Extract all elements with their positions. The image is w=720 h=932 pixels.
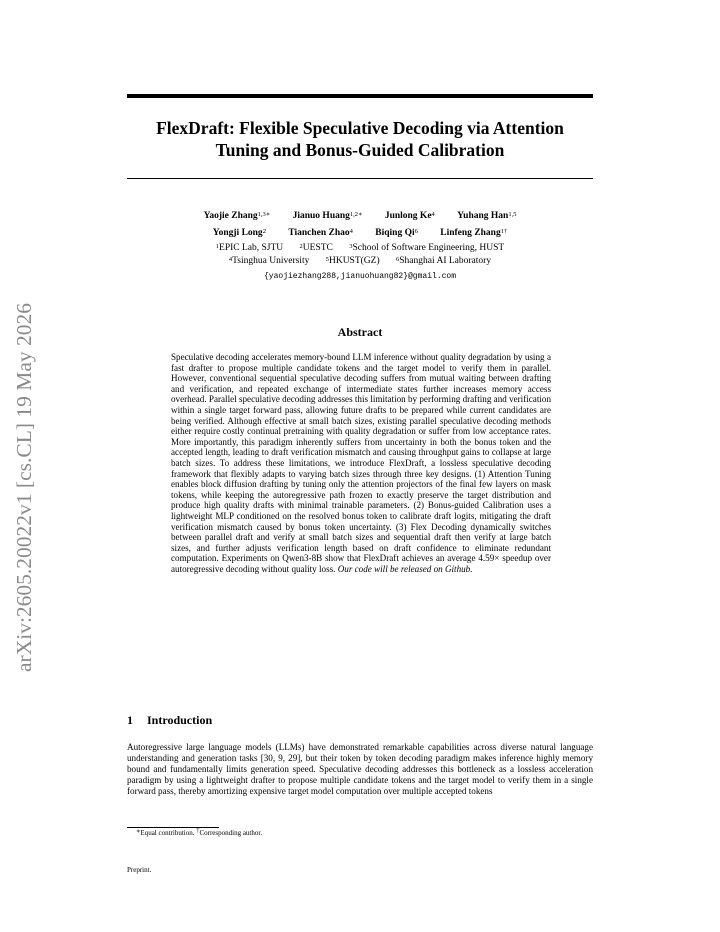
footnote: ∗Equal contribution. †Corresponding author. xyxy=(136,827,263,837)
affiliations-row-1 xyxy=(127,242,593,255)
abstract-body xyxy=(171,352,551,574)
footnote-corresponding: Corresponding author. xyxy=(199,829,263,837)
author: Yaojie Zhang$^{1,3∗}$ xyxy=(203,211,271,221)
intro-paragraph: Autoregressive large language models (LLMs) have demonstrated remarkable capabilities across diverse natural language understanding and generation tasks [30, 9, 29], but their token by token decoding paradigm makes inference highly memory bound and fundamentally limits generation speed. Speculative decoding addresses this bottleneck as a lossless acceleration paradigm by using a lightweight drafter to propose multiple candidate tokens and the target model to verify them in a single forward pass, thereby amortizing expensive target model computation over multiple accepted tokens xyxy=(127,742,593,796)
affiliation: $^1$EPIC Lab, SJTU xyxy=(215,243,284,253)
preprint-label: Preprint. xyxy=(127,866,152,874)
affiliation: $^3$School of Software Engineering, HUST xyxy=(349,243,505,253)
section-title: Introduction xyxy=(147,713,213,727)
affiliations-row-2 xyxy=(127,255,593,268)
title-line-2: Tuning and Bonus-Guided Calibration xyxy=(215,139,505,160)
title-rule-top xyxy=(127,94,593,98)
affiliation: $^2$UESTC xyxy=(299,243,333,253)
author: Biqing Qi$^6$ xyxy=(375,228,418,238)
author: Junlong Ke$^4$ xyxy=(384,211,435,221)
paper-title xyxy=(110,118,610,161)
arxiv-stamp-text: arXiv:2605.20022v1 [cs.CL] 19 May 2026 xyxy=(12,302,36,672)
affiliation: $^4$Tsinghua University xyxy=(228,256,310,266)
affiliation: $^5$HKUST(GZ) xyxy=(325,256,380,266)
abstract-heading: Abstract xyxy=(337,325,383,339)
affiliation: $^6$Shanghai AI Laboratory xyxy=(396,256,492,266)
abstract-text: Speculative decoding accelerates memory-bound LLM inference without quality degradation by using a fast drafter to propose multiple candidate tokens and the target model to verify them in parallel. However, conventional sequential speculative decoding suffers from mutual waiting between drafting and verification, and repeated exchange of intermediate states further increases memory access overhead. Parallel speculative decoding addresses this limitation by performing drafting and verification within a single target forward pass, allowing future drafts to be prepared while current candidates are being verified. Although effective at small batch sizes, existing parallel speculative decoding methods either require costly continual pretraining with quality degradation or suffer from low acceptance rates. More importantly, this paradigm inherently suffers from uncertainty in both the bonus token and the accepted length, leading to draft verification mismatch and causing throughput gains to collapse at large batch sizes. To address these limitations, we introduce FlexDraft, a lossless speculative decoding framework that flexibly adapts to varying batch sizes through three key designs. (1) Attention Tuning enables block diffusion drafting by tuning only the attention projectors of the final few layers on mask tokens, while keeping the autoregressive path frozen to exactly preserve the target distribution and produce high quality drafts with minimal trainable parameters. (2) Bonus-guided Calibration uses a lightweight MLP conditioned on the resolved bonus token to calibrate draft logits, mitigating the draft verification mismatch caused by bonus token uncertainty. (3) Flex Decoding dynamically switches between parallel draft and verify at small batch sizes and sequential draft then verify at large batch sizes, and further adjusts verification length based on draft confidence to eliminate redundant computation. Experiments on Qwen3-8B show that FlexDraft achieves an average 4.59× speedup over autoregressive decoding without quality loss. xyxy=(171,352,551,574)
author-block xyxy=(127,210,593,283)
author: Yuhang Han$^{1,5}$ xyxy=(457,211,517,221)
contact-email: {yaojiezhang288,jianuohuang82}@gmail.com xyxy=(263,272,457,281)
title-rule-bottom xyxy=(127,178,593,179)
abstract-code-note: Our code will be released on Github. xyxy=(337,563,473,574)
footnote-rule xyxy=(127,827,219,828)
author: Linfeng Zhang$^{1\dagger}$ xyxy=(440,228,508,238)
section-heading xyxy=(127,713,212,728)
authors-row-1 xyxy=(127,210,593,223)
section-number: 1 xyxy=(127,713,133,727)
author: Yongji Long$^2$ xyxy=(212,228,266,238)
footnote-equal: Equal contribution. xyxy=(140,829,195,837)
author: Tianchen Zhao$^4$ xyxy=(288,228,353,238)
authors-row-2 xyxy=(127,227,593,240)
title-line-1: FlexDraft: Flexible Speculative Decoding via Attention xyxy=(156,118,564,138)
author: Jianuo Huang$^{1,2∗}$ xyxy=(292,211,363,221)
